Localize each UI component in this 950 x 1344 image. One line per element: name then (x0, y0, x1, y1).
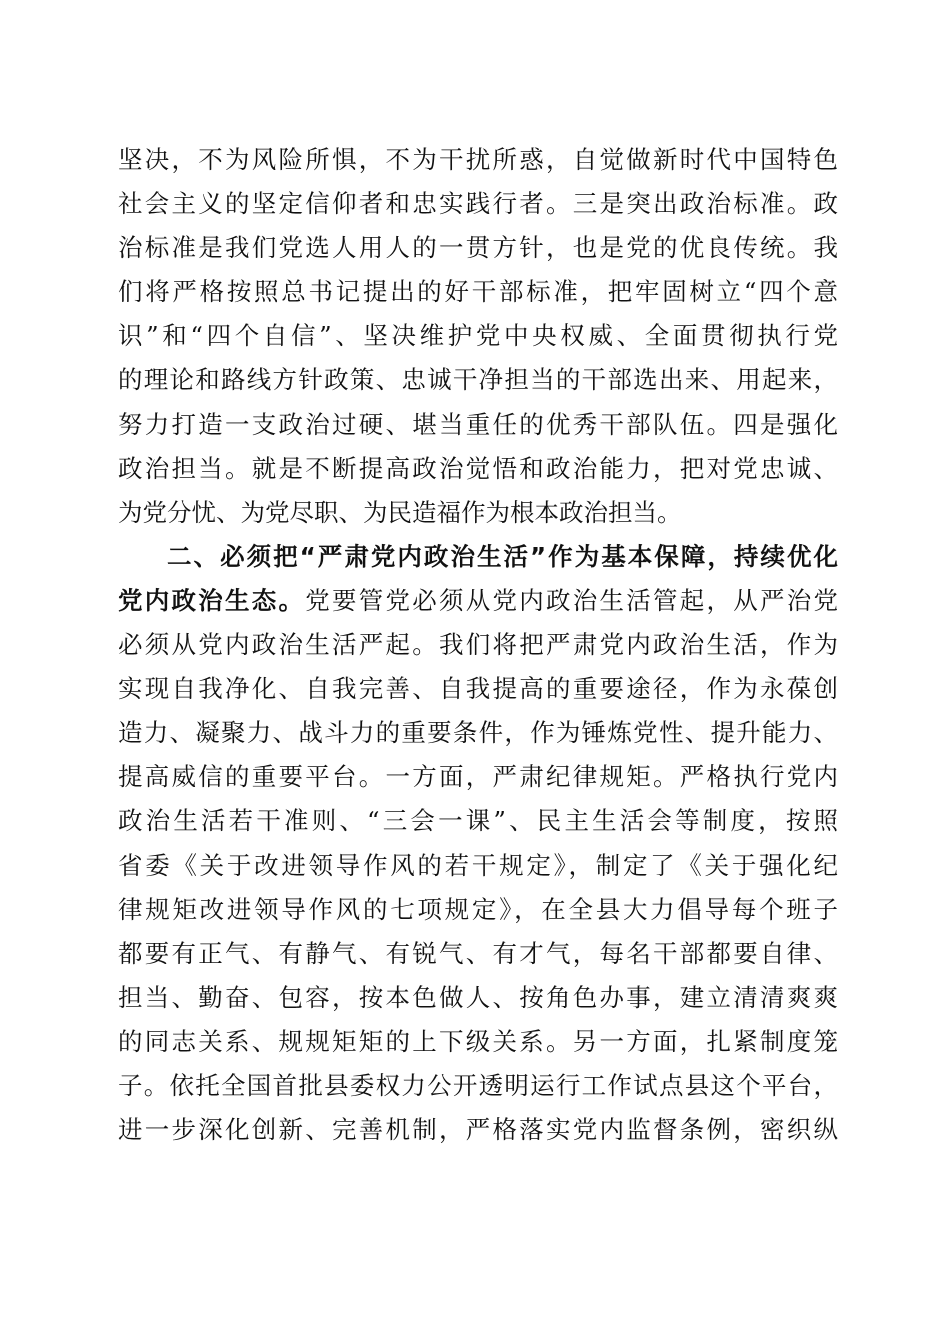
paragraph-line: 识”和“四个自信”、坚决维护党中央权威、全面贯彻执行党 (118, 321, 838, 351)
heading-continuation-line (118, 579, 838, 623)
paragraph-line: 们将严格按照总书记提出的好干部标准，把牢固树立“四个意 (118, 277, 838, 307)
paragraph-line: 的同志关系、规规矩矩的上下级关系。另一方面，扎紧制度笼 (118, 1026, 838, 1056)
paragraph-line: 治标准是我们党选人用人的一贯方针，也是党的优良传统。我 (118, 233, 838, 263)
paragraph-line: 社会主义的坚定信仰者和忠实践行者。三是突出政治标准。政 (118, 189, 838, 219)
document-body (118, 138, 838, 1152)
paragraph-line: 担当、勤奋、包容，按本色做人、按角色办事，建立清清爽爽 (118, 982, 838, 1012)
paragraph-line: 政治担当。就是不断提高政治觉悟和政治能力，把对党忠诚、 (118, 453, 838, 483)
paragraph-line: 的理论和路线方针政策、忠诚干净担当的干部选出来、用起来， (118, 365, 838, 395)
paragraph-line: 子。依托全国首批县委权力公开透明运行工作试点县这个平台， (118, 1070, 838, 1100)
paragraph-line: 政治生活若干准则、“三会一课”、民主生活会等制度，按照 (118, 806, 838, 836)
paragraph-line: 律规矩改进领导作风的七项规定》，在全县大力倡导每个班子 (118, 894, 838, 924)
paragraph-line: 提高威信的重要平台。一方面，严肃纪律规矩。严格执行党内 (118, 762, 838, 792)
section-heading: 二、必须把“严肃党内政治生活”作为基本保障，持续优化 (167, 541, 838, 571)
paragraph-line: 造力、凝聚力、战斗力的重要条件，作为锤炼党性、提升能力、 (118, 718, 838, 748)
paragraph-line: 为党分忧、为党尽职、为民造福作为根本政治担当。 (118, 497, 682, 527)
paragraph-line: 进一步深化创新、完善机制，严格落实党内监督条例，密织纵 (118, 1115, 838, 1145)
paragraph-text: 党要管党必须从党内政治生活管起，从严治党 (305, 585, 838, 615)
paragraph-line: 努力打造一支政治过硬、堪当重任的优秀干部队伍。四是强化 (118, 409, 838, 439)
paragraph-line: 实现自我净化、自我完善、自我提高的重要途径，作为永葆创 (118, 674, 838, 704)
section-heading-end: 党内政治生态。 (118, 585, 306, 615)
paragraph-line: 省委《关于改进领导作风的若干规定》，制定了《关于强化纪 (118, 850, 838, 880)
paragraph-line: 必须从党内政治生活严起。我们将把严肃党内政治生活，作为 (118, 630, 838, 660)
paragraph-line: 坚决，不为风险所惧，不为干扰所惑，自觉做新时代中国特色 (118, 145, 838, 174)
paragraph-line: 都要有正气、有静气、有锐气、有才气，每名干部都要自律、 (118, 938, 838, 968)
